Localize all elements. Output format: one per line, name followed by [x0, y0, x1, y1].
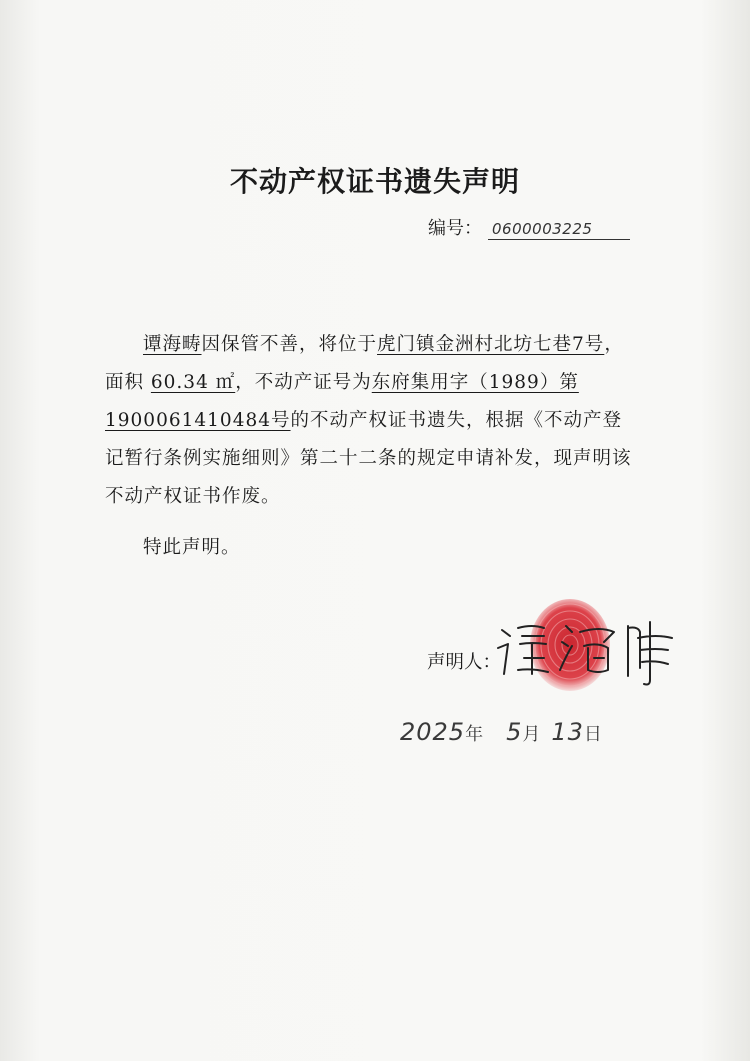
text-fragment: ，	[604, 334, 624, 355]
property-area: 60.34 ㎡	[150, 372, 236, 393]
date-month: 5	[506, 718, 523, 746]
declaration-date	[400, 718, 603, 746]
date-year-unit: 年	[465, 724, 485, 745]
number-label: 编号：	[428, 218, 482, 239]
declaration-body	[105, 326, 633, 516]
date-day-unit: 日	[583, 724, 603, 745]
declarant-label: 声明人：	[427, 652, 502, 673]
property-address: 虎门镇金洲村北坊七巷7号	[377, 334, 605, 355]
number-value: 0600003225	[488, 219, 630, 240]
date-year: 2025	[400, 718, 466, 746]
closing-statement: 特此声明。	[143, 537, 241, 558]
date-day: 13	[551, 718, 584, 746]
declaration-paragraph	[105, 326, 633, 516]
document-number-row	[428, 214, 630, 240]
certificate-number: 1900061410484	[105, 410, 272, 431]
date-month-unit: 月	[522, 724, 542, 745]
certificate-prefix: 东府集用字（1989）第	[371, 372, 579, 393]
owner-name: 谭海畴	[143, 334, 202, 355]
handwritten-signature	[488, 608, 688, 688]
text-fragment: 的不动产权证书遗失，根据《不动产登记暂行条例实施细则》第二十二条的规定申请补发，现声明该不动产权证书作废。	[105, 410, 632, 507]
text-fragment: ，不动产证号为	[235, 372, 372, 393]
document-title: 不动产权证书遗失声明	[229, 165, 520, 198]
text-fragment: 面积	[105, 372, 151, 393]
certificate-number-suffix: 号	[271, 410, 291, 431]
text-fragment: 因保管不善，将位于	[201, 334, 378, 355]
